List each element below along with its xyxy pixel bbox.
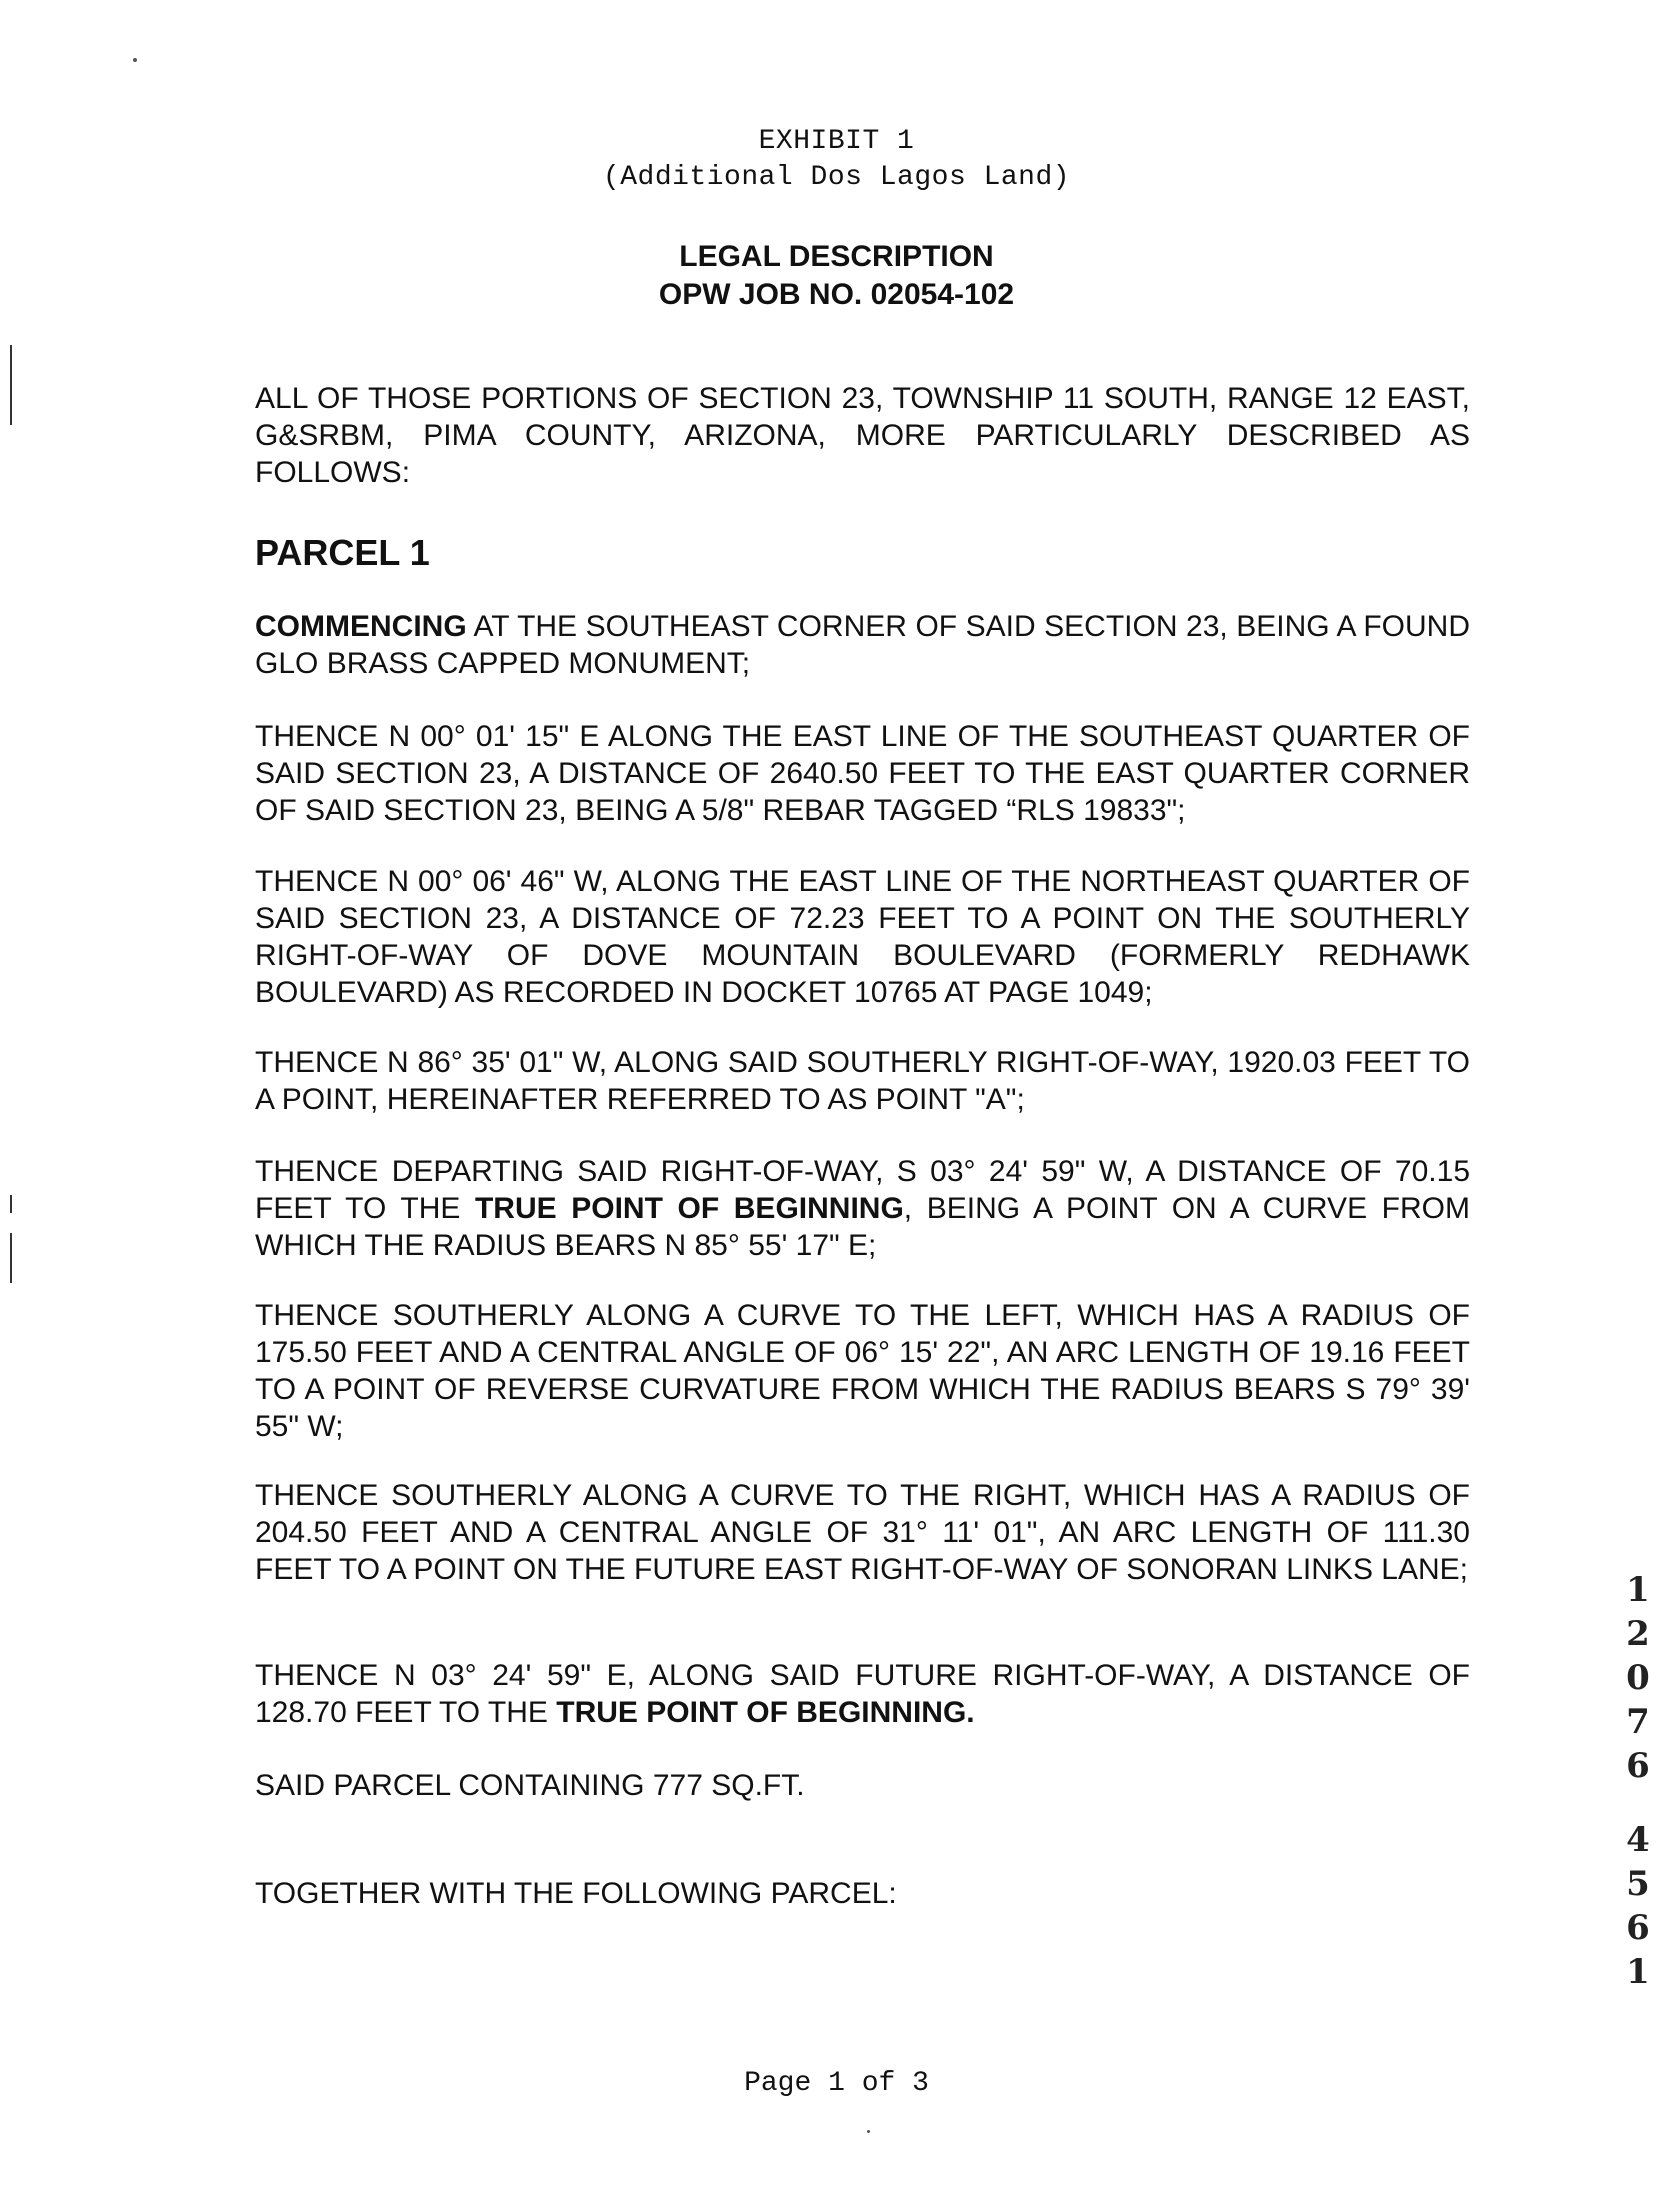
course-paragraph-2: THENCE N 00° 06' 46" W, ALONG THE EAST LINE OF THE NORTHEAST QUARTER OF SAID SECTION 23, A DISTANCE OF 72.23 FEET TO A POINT ON THE SOUTHERLY RIGHT-OF-WAY OF DOVE MOUNTAIN BOULEVARD (FORMERLY REDHAWK BOULEVARD) AS RECORDED IN DOCKET 10765 AT PAGE 1049; (255, 865, 1470, 1009)
exhibit-label: EXHIBIT 1 (758, 126, 915, 157)
commencing-keyword: COMMENCING (255, 610, 467, 643)
scan-speck (133, 58, 137, 62)
stamp-digit: 7 (1626, 1702, 1650, 1742)
stamp-digit: 6 (1626, 1746, 1650, 1786)
course-paragraph-4 (255, 1153, 1470, 1264)
intro-paragraph: ALL OF THOSE PORTIONS OF SECTION 23, TOWNSHIP 11 SOUTH, RANGE 12 EAST, G&SRBM, PIMA COUNTY, ARIZONA, MORE PARTICULARLY DESCRIBED AS FOLLOWS: (255, 382, 1470, 489)
job-number: OPW JOB NO. 02054-102 (658, 278, 1015, 311)
parcel-title: PARCEL 1 (255, 532, 430, 573)
course-7-text: THENCE N 03° 24' 59" E, ALONG SAID FUTURE RIGHT-OF-WAY, A DISTANCE OF 128.70 FEET TO THE (255, 1659, 1470, 1729)
stamp-digit: 5 (1626, 1864, 1650, 1904)
together-line: TOGETHER WITH THE FOLLOWING PARCEL: (255, 1877, 897, 1910)
parcel-area: SAID PARCEL CONTAINING 777 SQ.FT. (255, 1769, 805, 1802)
recording-number-stamp (1618, 1568, 1658, 1994)
scan-speck (867, 2130, 870, 2133)
stamp-digit: 0 (1626, 1658, 1650, 1698)
stamp-digit: 1 (1626, 1952, 1650, 1992)
course-paragraph-3: THENCE N 86° 35' 01" W, ALONG SAID SOUTHERLY RIGHT-OF-WAY, 1920.03 FEET TO A POINT, HEREINAFTER REFERRED TO AS POINT "A"; (255, 1046, 1470, 1116)
course-4-text-b: , BEING A POINT ON A CURVE FROM WHICH THE RADIUS BEARS N 85° 55' 17" E; (255, 1192, 1470, 1262)
course-paragraph-5: THENCE SOUTHERLY ALONG A CURVE TO THE LEFT, WHICH HAS A RADIUS OF 175.50 FEET AND A CENTRAL ANGLE OF 06° 15' 22", AN ARC LENGTH OF 19.16 FEET TO A POINT OF REVERSE CURVATURE FROM WHICH THE RADIUS BEARS S 79° 39' 55" W; (255, 1299, 1470, 1443)
commencing-text: AT THE SOUTHEAST CORNER OF SAID SECTION 23, BEING A FOUND GLO BRASS CAPPED MONUMENT; (255, 610, 1470, 680)
true-point-of-beginning-final: TRUE POINT OF BEGINNING. (556, 1696, 975, 1729)
course-paragraph-6: THENCE SOUTHERLY ALONG A CURVE TO THE RIGHT, WHICH HAS A RADIUS OF 204.50 FEET AND A CENTRAL ANGLE OF 31° 11' 01", AN ARC LENGTH OF 111.30 FEET TO A POINT ON THE FUTURE EAST RIGHT-OF-WAY OF SONORAN LINKS LANE; (255, 1479, 1470, 1586)
course-paragraph-7 (255, 1657, 1470, 1731)
stamp-gap (1618, 1788, 1658, 1818)
course-4-text-a: THENCE DEPARTING SAID RIGHT-OF-WAY, S 03° 24' 59" W, A DISTANCE OF 70.15 FEET TO THE (255, 1155, 1470, 1225)
document-title: LEGAL DESCRIPTION (679, 240, 994, 273)
exhibit-subtitle: (Additional Dos Lagos Land) (602, 162, 1071, 193)
page-number: Page 1 of 3 (744, 2068, 929, 2099)
stamp-digit: 6 (1626, 1908, 1650, 1948)
course-paragraph-1: THENCE N 00° 01' 15" E ALONG THE EAST LINE OF THE SOUTHEAST QUARTER OF SAID SECTION 23, A DISTANCE OF 2640.50 FEET TO THE EAST QUARTER CORNER OF SAID SECTION 23, BEING A 5/8" REBAR TAGGED “RLS 19833"; (255, 720, 1470, 827)
stamp-digit: 2 (1626, 1614, 1650, 1654)
scan-margin-mark (10, 345, 12, 425)
commencing-paragraph (255, 608, 1470, 682)
scan-margin-mark (10, 1195, 12, 1213)
stamp-digit: 1 (1626, 1570, 1650, 1610)
true-point-of-beginning: TRUE POINT OF BEGINNING (474, 1192, 904, 1225)
scan-margin-mark (10, 1233, 12, 1283)
stamp-digit: 4 (1626, 1820, 1650, 1860)
